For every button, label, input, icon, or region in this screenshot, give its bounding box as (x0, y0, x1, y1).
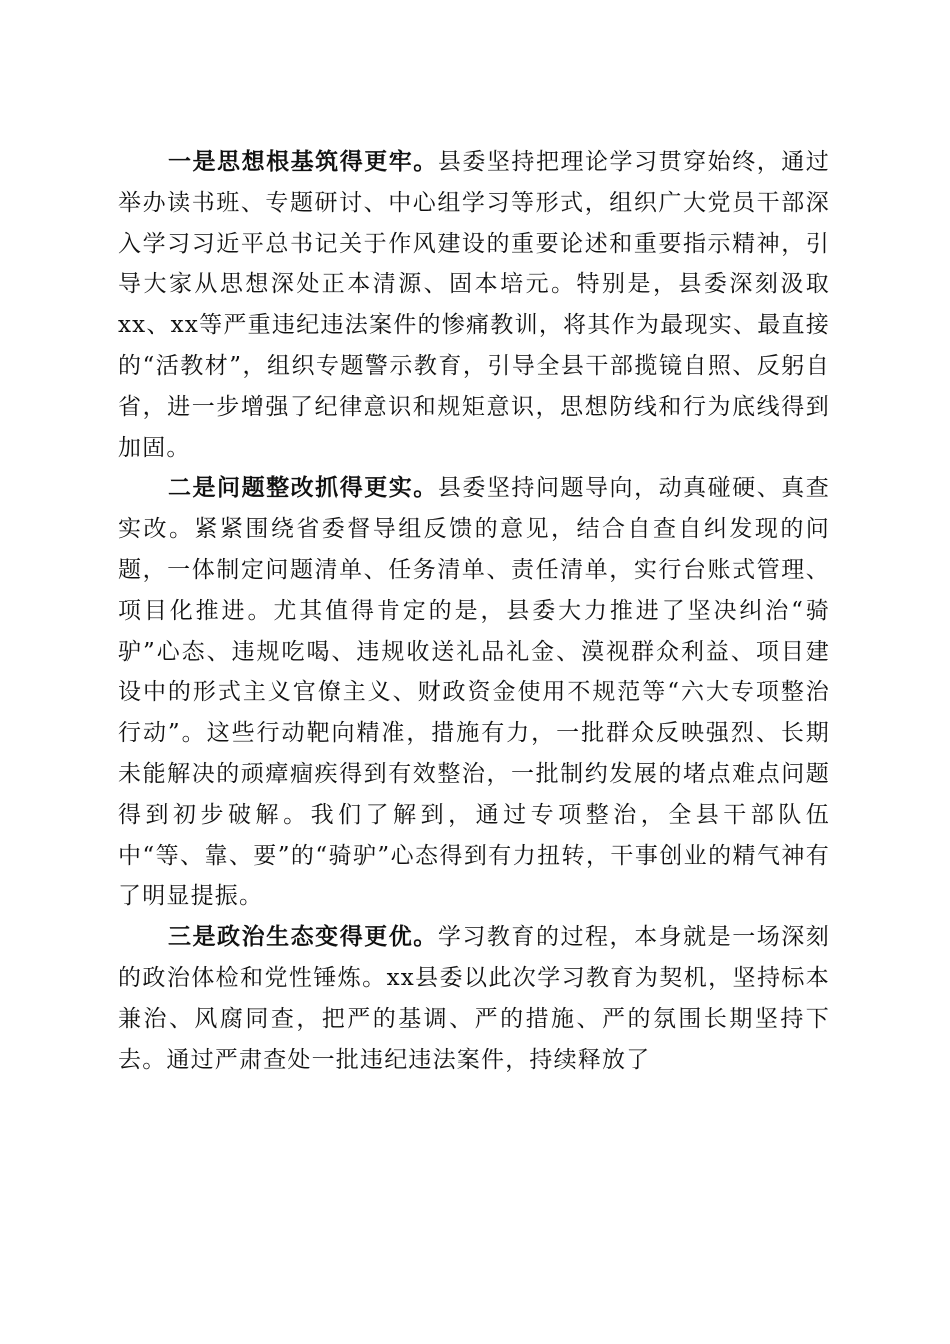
paragraph-lead: 一是思想根基筑得更牢。 (168, 148, 438, 175)
paragraph-text: 县委坚持把理论学习贯穿始终，通过举办读书班、专题研讨、中心组学习等形式，组织广大党员干部深入学习习近平总书记关于作风建设的重要论述和重要指示精神，引导大家从思想深处正本清源、固本培元。特别是，县委深刻汲取xx、xx等严重违纪违法案件的惨痛教训，将其作为最现实、最直接的“活教材”，组织专题警示教育，引导全县干部揽镜自照、反躬自省，进一步增强了纪律意识和规矩意识，思想防线和行为底线得到加固。 (118, 149, 831, 461)
paragraph-text: 学习教育的过程，本身就是一场深刻的政治体检和党性锤炼。xx县委以此次学习教育为契机，坚持标本兼治、风腐同查，把严的基调、严的措施、严的氛围长期坚持下去。通过严肃查处一批违纪违法案件，持续释放了 (118, 924, 831, 1073)
paragraph-lead: 三是政治生态变得更优。 (168, 923, 438, 951)
paragraph-thought-foundation (118, 142, 830, 468)
paragraph-lead: 二是问题整改抓得更实。 (168, 474, 438, 502)
paragraph-text: 县委坚持问题导向，动真碰硬、真查实改。紧紧围绕省委督导组反馈的意见，结合自查自纠发现的问题，一体制定问题清单、任务清单、责任清单，实行台账式管理、项目化推进。尤其值得肯定的是，县委大力推进了坚决纠治“骑驴”心态、违规吃喝、违规收送礼品礼金、漠视群众利益、项目建设中的形式主义官僚主义、财政资金使用不规范等“六大专项整治行动”。这些行动靶向精准，措施有力，一批群众反映强烈、长期未能解决的顽瘴痼疾得到有效整治，一批制约发展的堵点难点问题得到初步破解。我们了解到，通过专项整治，全县干部队伍中“等、靠、要”的“骑驴”心态得到有力扭转，干事创业的精气神有了明显提振。 (118, 475, 831, 910)
paragraph-political-ecology (118, 917, 830, 1080)
paragraph-problem-rectification (118, 468, 830, 917)
document-body (118, 142, 830, 1080)
